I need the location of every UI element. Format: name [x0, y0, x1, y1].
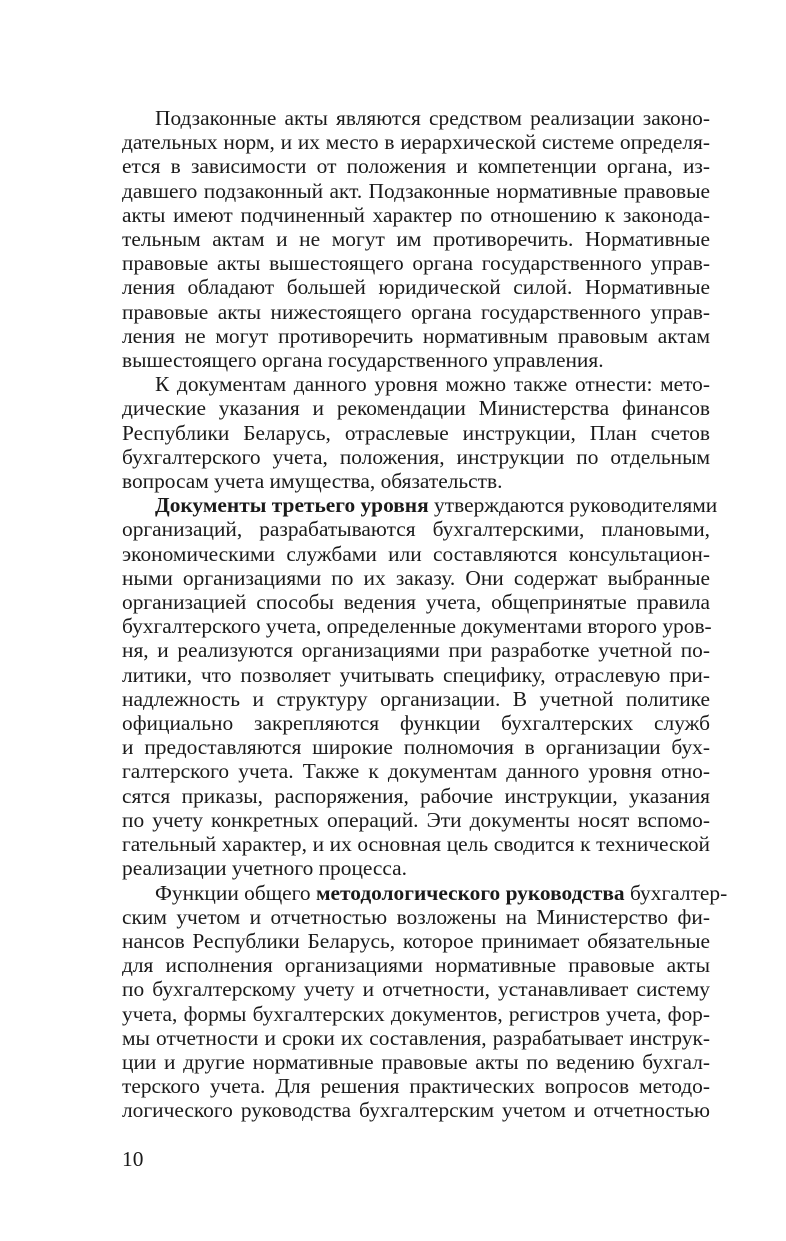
text-run: для исполнения организациями нормативные правовые акты — [122, 953, 710, 978]
text-line — [122, 905, 710, 929]
text-run: терского учета. Для решения практических вопросов методо- — [122, 1074, 710, 1099]
paragraph — [122, 493, 718, 881]
text-line — [122, 275, 710, 299]
text-line — [122, 663, 710, 687]
text-line — [122, 808, 710, 832]
text-run: ными организациями по их заказу. Они содержат выбранные — [122, 565, 710, 590]
text-run: логического руководства бухгалтерским учетом и отчетностью — [122, 1098, 710, 1123]
text-run: Республики Беларусь, отраслевые инструкции, План счетов — [122, 420, 710, 445]
text-run: вышестоящего органа государственного управления. — [122, 348, 604, 373]
text-run: давшего подзаконный акт. Подзаконные нормативные правовые — [122, 178, 710, 203]
text-run: мы отчетности и сроки их составления, разрабатывает инструк- — [122, 1025, 710, 1050]
text-run: К документам данного уровня можно также отнести: мето- — [155, 372, 710, 397]
text-line — [122, 614, 710, 638]
text-line — [122, 1002, 710, 1026]
page-body — [122, 106, 728, 1123]
text-line — [122, 953, 710, 977]
text-run: экономическими службами или составляются консультацион- — [122, 541, 710, 566]
text-line — [122, 784, 710, 808]
text-run: нансов Республики Беларусь, которое принимает обязательные — [122, 928, 710, 953]
bold-term: методологического руководства — [315, 880, 625, 905]
text-run: организаций, разрабатываются бухгалтерскими, плановыми, — [122, 517, 710, 542]
text-line — [122, 348, 710, 372]
text-line — [122, 227, 710, 251]
text-run: бухгалтер- — [624, 880, 728, 905]
text-run: правовые акты вышестоящего органа государственного управ- — [122, 251, 710, 276]
text-line — [122, 977, 710, 1001]
text-line — [122, 130, 710, 154]
text-line — [122, 1026, 710, 1050]
text-line — [122, 759, 710, 783]
text-line — [122, 469, 710, 493]
text-line — [122, 203, 710, 227]
text-line — [122, 1074, 710, 1098]
text-run: Функции общего — [155, 880, 316, 905]
text-line — [122, 517, 710, 541]
text-run: по бухгалтерскому учету и отчетности, устанавливает систему — [122, 977, 710, 1002]
text-run: утверждаются руководителями — [428, 493, 718, 518]
text-line — [122, 251, 710, 275]
text-run: галтерского учета. Также к документам данного уровня отно- — [122, 759, 710, 784]
text-line — [122, 445, 710, 469]
text-line — [122, 638, 710, 662]
paragraph — [122, 372, 710, 493]
text-line — [122, 711, 710, 735]
text-line — [122, 493, 718, 518]
text-run: ется в зависимости от положения и компетенции органа, из- — [122, 154, 710, 179]
text-run: организацией способы ведения учета, общепринятые правила — [122, 590, 710, 615]
text-line — [122, 856, 710, 880]
text-run: правовые акты нижестоящего органа государственного управ- — [122, 299, 710, 324]
text-line — [122, 106, 710, 130]
text-line — [122, 832, 710, 856]
text-run: дательных норм, и их место в иерархической системе определя- — [122, 130, 710, 155]
text-line — [122, 929, 710, 953]
text-line — [122, 154, 710, 178]
paragraph — [122, 880, 728, 1123]
text-line — [122, 735, 710, 759]
text-line — [122, 590, 710, 614]
text-run: и предоставляются широкие полномочия в организации бух- — [122, 735, 710, 760]
text-line — [122, 566, 710, 590]
bold-term: Документы третьего уровня — [155, 493, 429, 518]
text-run: литики, что позволяет учитывать специфику, отраслевую при- — [122, 662, 710, 687]
text-line — [122, 1050, 710, 1074]
text-run: вопросам учета имущества, обязательств. — [122, 469, 503, 494]
text-run: сятся приказы, распоряжения, рабочие инструкции, указания — [122, 783, 710, 808]
text-run: дические указания и рекомендации Министерства финансов — [122, 396, 710, 421]
text-run: бухгалтерского учета, положения, инструкции по отдельным — [122, 444, 710, 469]
text-run: акты имеют подчиненный характер по отношению к законода- — [122, 202, 710, 227]
text-run: ления не могут противоречить нормативным правовым актам — [122, 323, 710, 348]
text-line — [122, 396, 710, 420]
text-run: ции и другие нормативные правовые акты по ведению бухгал- — [122, 1049, 710, 1074]
text-line — [122, 687, 710, 711]
text-run: ления обладают большей юридической силой. Нормативные — [122, 275, 710, 300]
text-line — [122, 542, 710, 566]
text-run: Подзаконные акты являются средством реализации законо- — [155, 106, 710, 130]
text-line — [122, 421, 710, 445]
text-line — [122, 880, 728, 905]
text-run: реализации учетного процесса. — [122, 856, 408, 881]
text-run: ским учетом и отчетностью возложены на Министерство фи- — [122, 904, 710, 929]
text-run: учета, формы бухгалтерских документов, регистров учета, фор- — [122, 1001, 710, 1026]
text-line — [122, 1098, 710, 1122]
text-line — [122, 179, 710, 203]
text-line — [122, 372, 710, 396]
text-line — [122, 324, 710, 348]
text-run: гательный характер, и их основная цель сводится к технической — [122, 832, 710, 857]
text-run: надлежность и структуру организации. В учетной политике — [122, 686, 710, 711]
text-run: ня, и реализуются организациями при разработке учетной по- — [122, 638, 710, 663]
paragraph — [122, 106, 710, 372]
text-run: бухгалтерского учета, определенные документами второго уров- — [122, 614, 712, 639]
text-run: официально закрепляются функции бухгалтерских служб — [122, 711, 710, 736]
page-number: 10 — [122, 1147, 144, 1171]
text-run: тельным актам и не могут им противоречить. Нормативные — [122, 227, 710, 252]
text-run: по учету конкретных операций. Эти документы носят вспомо- — [122, 807, 710, 832]
text-line — [122, 300, 710, 324]
